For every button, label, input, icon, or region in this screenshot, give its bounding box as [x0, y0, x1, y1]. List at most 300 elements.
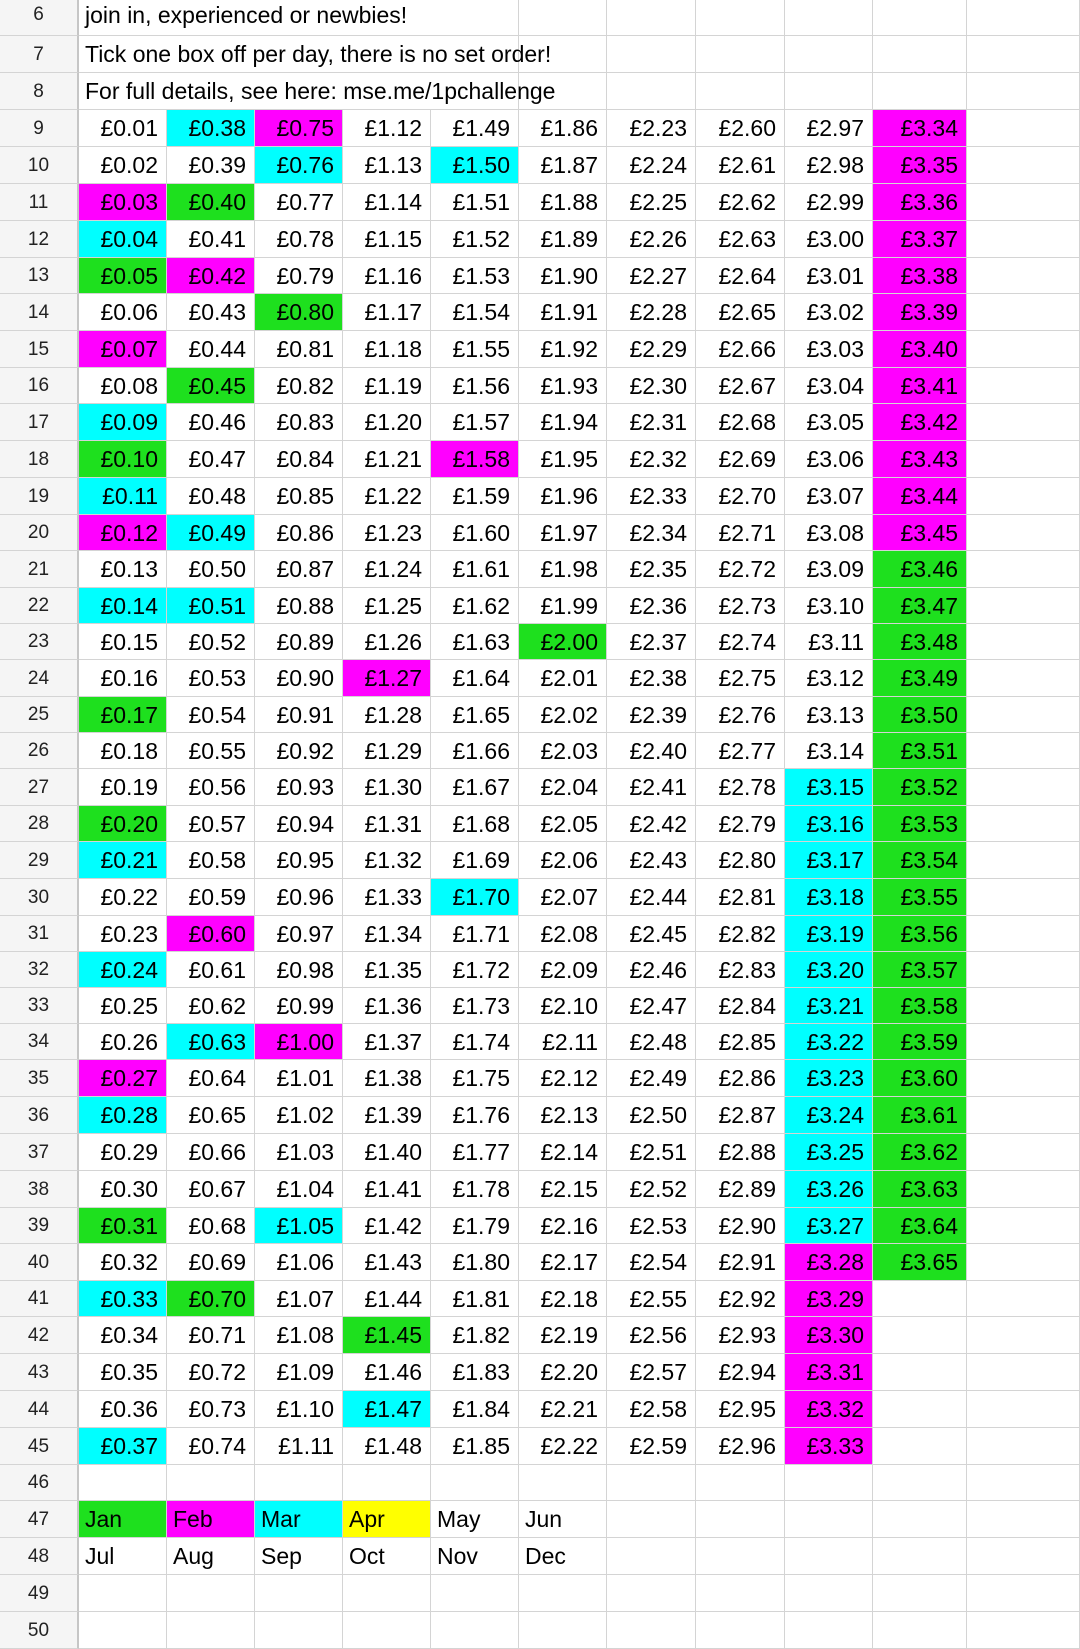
amount-cell[interactable]: £1.77	[431, 1134, 519, 1171]
amount-cell[interactable]: £2.78	[696, 769, 785, 806]
amount-cell[interactable]: £0.20	[79, 806, 167, 842]
grid-cell[interactable]	[167, 1612, 255, 1649]
amount-cell[interactable]: £3.24	[785, 1097, 873, 1134]
amount-cell[interactable]: £0.55	[167, 733, 255, 769]
amount-cell[interactable]: £1.90	[519, 258, 607, 294]
amount-cell[interactable]: £2.70	[696, 478, 785, 515]
amount-cell[interactable]: £2.79	[696, 806, 785, 842]
amount-cell[interactable]: £1.62	[431, 588, 519, 624]
amount-cell[interactable]: £1.93	[519, 368, 607, 404]
amount-cell[interactable]: £2.51	[607, 1134, 696, 1171]
amount-cell[interactable]: £2.73	[696, 588, 785, 624]
amount-cell[interactable]: £3.02	[785, 294, 873, 331]
row-header[interactable]: 27	[0, 769, 79, 806]
amount-cell[interactable]: £0.41	[167, 221, 255, 258]
row-header[interactable]: 41	[0, 1281, 79, 1317]
amount-cell[interactable]: £3.13	[785, 697, 873, 733]
amount-cell[interactable]: £1.17	[343, 294, 431, 331]
grid-cell[interactable]	[967, 588, 1080, 624]
grid-cell[interactable]	[873, 1612, 967, 1649]
amount-cell[interactable]: £2.37	[607, 624, 696, 660]
amount-cell[interactable]: £1.72	[431, 952, 519, 988]
grid-cell[interactable]	[967, 36, 1080, 73]
row-header[interactable]: 19	[0, 478, 79, 515]
amount-cell[interactable]: £2.62	[696, 184, 785, 221]
amount-cell[interactable]: £2.65	[696, 294, 785, 331]
amount-cell[interactable]: £1.63	[431, 624, 519, 660]
amount-cell[interactable]: £1.41	[343, 1171, 431, 1208]
amount-cell[interactable]: £1.18	[343, 331, 431, 368]
amount-cell[interactable]: £3.36	[873, 184, 967, 221]
amount-cell[interactable]: £1.64	[431, 660, 519, 697]
amount-cell[interactable]: £0.62	[167, 988, 255, 1024]
amount-cell[interactable]: £1.82	[431, 1317, 519, 1354]
amount-cell[interactable]: £2.27	[607, 258, 696, 294]
amount-cell[interactable]: £2.03	[519, 733, 607, 769]
grid-cell[interactable]	[873, 1465, 967, 1501]
amount-cell[interactable]: £0.61	[167, 952, 255, 988]
amount-cell[interactable]: £1.15	[343, 221, 431, 258]
amount-cell[interactable]: £3.57	[873, 952, 967, 988]
grid-cell[interactable]	[519, 1465, 607, 1501]
amount-cell[interactable]: £2.18	[519, 1281, 607, 1317]
amount-cell[interactable]: £0.96	[255, 879, 343, 916]
row-header[interactable]: 18	[0, 441, 79, 478]
amount-cell[interactable]: £2.30	[607, 368, 696, 404]
grid-cell[interactable]	[79, 1575, 167, 1612]
amount-cell[interactable]: £2.28	[607, 294, 696, 331]
amount-cell[interactable]: £0.79	[255, 258, 343, 294]
grid-cell[interactable]	[873, 1575, 967, 1612]
legend-month-cell[interactable]: Dec	[519, 1538, 607, 1575]
amount-cell[interactable]: £1.97	[519, 515, 607, 551]
amount-cell[interactable]: £1.19	[343, 368, 431, 404]
amount-cell[interactable]: £0.03	[79, 184, 167, 221]
amount-cell[interactable]: £2.55	[607, 1281, 696, 1317]
amount-cell[interactable]: £0.37	[79, 1428, 167, 1465]
grid-cell[interactable]	[967, 988, 1080, 1024]
amount-cell[interactable]: £1.53	[431, 258, 519, 294]
amount-cell[interactable]: £3.37	[873, 221, 967, 258]
amount-cell[interactable]: £2.12	[519, 1060, 607, 1097]
amount-cell[interactable]: £2.13	[519, 1097, 607, 1134]
grid-cell[interactable]	[343, 1575, 431, 1612]
legend-month-cell[interactable]: Aug	[167, 1538, 255, 1575]
amount-cell[interactable]: £3.58	[873, 988, 967, 1024]
amount-cell[interactable]: £1.70	[431, 879, 519, 916]
amount-cell[interactable]: £1.00	[255, 1024, 343, 1060]
amount-cell[interactable]: £0.21	[79, 842, 167, 879]
amount-cell[interactable]: £1.09	[255, 1354, 343, 1391]
amount-cell[interactable]: £2.61	[696, 147, 785, 184]
amount-cell[interactable]: £1.95	[519, 441, 607, 478]
grid-cell[interactable]	[607, 1612, 696, 1649]
amount-cell[interactable]: £3.53	[873, 806, 967, 842]
amount-cell[interactable]: £0.18	[79, 733, 167, 769]
row-header[interactable]: 38	[0, 1171, 79, 1208]
amount-cell[interactable]: £0.87	[255, 551, 343, 588]
amount-cell[interactable]: £1.68	[431, 806, 519, 842]
amount-cell[interactable]: £2.64	[696, 258, 785, 294]
grid-cell[interactable]	[343, 1465, 431, 1501]
row-header[interactable]: 33	[0, 988, 79, 1024]
amount-cell[interactable]: £1.67	[431, 769, 519, 806]
grid-cell[interactable]	[967, 1317, 1080, 1354]
amount-cell[interactable]: £0.33	[79, 1281, 167, 1317]
grid-cell[interactable]	[967, 1354, 1080, 1391]
amount-cell[interactable]: £1.85	[431, 1428, 519, 1465]
amount-cell[interactable]: £1.21	[343, 441, 431, 478]
amount-cell[interactable]: £0.97	[255, 916, 343, 952]
amount-cell[interactable]: £0.46	[167, 404, 255, 441]
legend-month-cell[interactable]: Jul	[79, 1538, 167, 1575]
row-header[interactable]: 10	[0, 147, 79, 184]
amount-cell[interactable]: £2.76	[696, 697, 785, 733]
amount-cell[interactable]: £3.32	[785, 1391, 873, 1428]
amount-cell[interactable]: £3.23	[785, 1060, 873, 1097]
row-header[interactable]: 6	[0, 0, 79, 36]
amount-cell[interactable]: £1.33	[343, 879, 431, 916]
amount-cell[interactable]: £2.67	[696, 368, 785, 404]
amount-cell[interactable]: £1.38	[343, 1060, 431, 1097]
amount-cell[interactable]: £1.27	[343, 660, 431, 697]
legend-month-cell[interactable]: Jan	[79, 1501, 167, 1538]
grid-cell[interactable]	[79, 1612, 167, 1649]
grid-cell[interactable]	[873, 36, 967, 73]
amount-cell[interactable]: £2.96	[696, 1428, 785, 1465]
grid-cell[interactable]	[967, 258, 1080, 294]
amount-cell[interactable]: £2.23	[607, 110, 696, 147]
amount-cell[interactable]: £3.31	[785, 1354, 873, 1391]
amount-cell[interactable]: £1.54	[431, 294, 519, 331]
amount-cell[interactable]: £3.18	[785, 879, 873, 916]
amount-cell[interactable]: £0.99	[255, 988, 343, 1024]
amount-cell[interactable]: £2.05	[519, 806, 607, 842]
amount-cell[interactable]: £2.11	[519, 1024, 607, 1060]
amount-cell[interactable]: £3.55	[873, 879, 967, 916]
amount-cell[interactable]: £1.49	[431, 110, 519, 147]
grid-cell[interactable]	[431, 1612, 519, 1649]
row-header[interactable]: 7	[0, 36, 79, 73]
amount-cell[interactable]: £3.19	[785, 916, 873, 952]
amount-cell[interactable]: £1.25	[343, 588, 431, 624]
amount-cell[interactable]: £1.24	[343, 551, 431, 588]
grid-cell[interactable]	[967, 952, 1080, 988]
amount-cell[interactable]: £1.59	[431, 478, 519, 515]
amount-cell[interactable]: £1.03	[255, 1134, 343, 1171]
amount-cell[interactable]: £0.83	[255, 404, 343, 441]
amount-cell[interactable]: £2.07	[519, 879, 607, 916]
amount-cell[interactable]: £0.72	[167, 1354, 255, 1391]
amount-cell[interactable]: £0.22	[79, 879, 167, 916]
row-header[interactable]: 12	[0, 221, 79, 258]
amount-cell[interactable]: £0.69	[167, 1244, 255, 1281]
row-header[interactable]: 47	[0, 1501, 79, 1538]
amount-cell[interactable]: £2.68	[696, 404, 785, 441]
grid-cell[interactable]	[967, 733, 1080, 769]
grid-cell[interactable]	[967, 1208, 1080, 1244]
amount-cell[interactable]: £2.47	[607, 988, 696, 1024]
amount-cell[interactable]: £1.98	[519, 551, 607, 588]
grid-cell[interactable]	[967, 879, 1080, 916]
amount-cell[interactable]: £0.01	[79, 110, 167, 147]
grid-cell[interactable]	[785, 1575, 873, 1612]
grid-cell[interactable]	[607, 1575, 696, 1612]
amount-cell[interactable]: £1.89	[519, 221, 607, 258]
legend-month-cell[interactable]: Nov	[431, 1538, 519, 1575]
amount-cell[interactable]: £3.51	[873, 733, 967, 769]
grid-cell[interactable]	[967, 551, 1080, 588]
amount-cell[interactable]: £2.99	[785, 184, 873, 221]
amount-cell[interactable]: £1.46	[343, 1354, 431, 1391]
amount-cell[interactable]: £0.36	[79, 1391, 167, 1428]
grid-cell[interactable]	[967, 515, 1080, 551]
row-header[interactable]: 25	[0, 697, 79, 733]
amount-cell[interactable]: £2.58	[607, 1391, 696, 1428]
amount-cell[interactable]: £1.81	[431, 1281, 519, 1317]
amount-cell[interactable]: £0.14	[79, 588, 167, 624]
amount-cell[interactable]: £2.60	[696, 110, 785, 147]
grid-cell[interactable]	[967, 294, 1080, 331]
amount-cell[interactable]: £0.17	[79, 697, 167, 733]
amount-cell[interactable]: £1.08	[255, 1317, 343, 1354]
grid-cell[interactable]	[967, 0, 1080, 36]
amount-cell[interactable]: £3.05	[785, 404, 873, 441]
note-cell[interactable]: join in, experienced or newbies!	[79, 0, 431, 36]
amount-cell[interactable]: £1.66	[431, 733, 519, 769]
amount-cell[interactable]	[873, 1391, 967, 1428]
row-header[interactable]: 28	[0, 806, 79, 842]
amount-cell[interactable]: £0.65	[167, 1097, 255, 1134]
amount-cell[interactable]: £0.66	[167, 1134, 255, 1171]
amount-cell[interactable]: £2.09	[519, 952, 607, 988]
amount-cell[interactable]: £0.47	[167, 441, 255, 478]
grid-cell[interactable]	[696, 36, 785, 73]
amount-cell[interactable]: £1.42	[343, 1208, 431, 1244]
amount-cell[interactable]: £1.73	[431, 988, 519, 1024]
row-header[interactable]: 40	[0, 1244, 79, 1281]
grid-cell[interactable]	[873, 0, 967, 36]
amount-cell[interactable]: £1.16	[343, 258, 431, 294]
legend-month-cell[interactable]: Feb	[167, 1501, 255, 1538]
amount-cell[interactable]: £0.44	[167, 331, 255, 368]
amount-cell[interactable]: £2.04	[519, 769, 607, 806]
amount-cell[interactable]: £0.09	[79, 404, 167, 441]
amount-cell[interactable]: £3.38	[873, 258, 967, 294]
grid-cell[interactable]	[785, 73, 873, 110]
amount-cell[interactable]: £2.06	[519, 842, 607, 879]
amount-cell[interactable]: £0.07	[79, 331, 167, 368]
amount-cell[interactable]: £1.84	[431, 1391, 519, 1428]
amount-cell[interactable]: £0.49	[167, 515, 255, 551]
amount-cell[interactable]: £1.52	[431, 221, 519, 258]
amount-cell[interactable]: £0.50	[167, 551, 255, 588]
amount-cell[interactable]: £0.23	[79, 916, 167, 952]
row-header[interactable]: 30	[0, 879, 79, 916]
row-header[interactable]: 37	[0, 1134, 79, 1171]
grid-cell[interactable]	[967, 1501, 1080, 1538]
amount-cell[interactable]: £2.14	[519, 1134, 607, 1171]
amount-cell[interactable]: £0.75	[255, 110, 343, 147]
row-header[interactable]: 43	[0, 1354, 79, 1391]
amount-cell[interactable]: £1.13	[343, 147, 431, 184]
amount-cell[interactable]: £2.46	[607, 952, 696, 988]
row-header[interactable]: 21	[0, 551, 79, 588]
row-header[interactable]: 23	[0, 624, 79, 660]
amount-cell[interactable]: £1.28	[343, 697, 431, 733]
amount-cell[interactable]: £3.43	[873, 441, 967, 478]
amount-cell[interactable]: £0.26	[79, 1024, 167, 1060]
amount-cell[interactable]: £2.00	[519, 624, 607, 660]
amount-cell[interactable]: £2.66	[696, 331, 785, 368]
grid-cell[interactable]	[519, 0, 607, 36]
amount-cell[interactable]: £3.65	[873, 1244, 967, 1281]
amount-cell[interactable]: £1.02	[255, 1097, 343, 1134]
amount-cell[interactable]: £1.29	[343, 733, 431, 769]
grid-cell[interactable]	[967, 1465, 1080, 1501]
legend-month-cell[interactable]: Jun	[519, 1501, 607, 1538]
amount-cell[interactable]: £1.78	[431, 1171, 519, 1208]
amount-cell[interactable]: £3.28	[785, 1244, 873, 1281]
amount-cell[interactable]: £0.04	[79, 221, 167, 258]
amount-cell[interactable]: £3.61	[873, 1097, 967, 1134]
amount-cell[interactable]: £1.99	[519, 588, 607, 624]
amount-cell[interactable]	[873, 1354, 967, 1391]
amount-cell[interactable]: £3.15	[785, 769, 873, 806]
amount-cell[interactable]: £0.53	[167, 660, 255, 697]
amount-cell[interactable]: £2.48	[607, 1024, 696, 1060]
amount-cell[interactable]: £2.15	[519, 1171, 607, 1208]
grid-cell[interactable]	[343, 1612, 431, 1649]
note-cell[interactable]: For full details, see here: mse.me/1pchallenge	[79, 73, 431, 110]
amount-cell[interactable]: £2.80	[696, 842, 785, 879]
amount-cell[interactable]: £1.31	[343, 806, 431, 842]
amount-cell[interactable]: £2.91	[696, 1244, 785, 1281]
amount-cell[interactable]: £2.16	[519, 1208, 607, 1244]
amount-cell[interactable]: £3.00	[785, 221, 873, 258]
amount-cell[interactable]: £1.96	[519, 478, 607, 515]
amount-cell[interactable]: £1.91	[519, 294, 607, 331]
row-header[interactable]: 31	[0, 916, 79, 952]
amount-cell[interactable]: £2.02	[519, 697, 607, 733]
amount-cell[interactable]: £3.62	[873, 1134, 967, 1171]
amount-cell[interactable]: £1.65	[431, 697, 519, 733]
amount-cell[interactable]: £0.29	[79, 1134, 167, 1171]
grid-cell[interactable]	[255, 1465, 343, 1501]
amount-cell[interactable]: £0.58	[167, 842, 255, 879]
amount-cell[interactable]: £1.57	[431, 404, 519, 441]
amount-cell[interactable]: £2.89	[696, 1171, 785, 1208]
amount-cell[interactable]: £0.84	[255, 441, 343, 478]
amount-cell[interactable]: £1.80	[431, 1244, 519, 1281]
amount-cell[interactable]: £3.47	[873, 588, 967, 624]
amount-cell[interactable]: £1.04	[255, 1171, 343, 1208]
amount-cell[interactable]: £0.51	[167, 588, 255, 624]
grid-cell[interactable]	[696, 1612, 785, 1649]
grid-cell[interactable]	[967, 478, 1080, 515]
amount-cell[interactable]: £0.30	[79, 1171, 167, 1208]
amount-cell[interactable]: £2.44	[607, 879, 696, 916]
grid-cell[interactable]	[785, 1538, 873, 1575]
amount-cell[interactable]: £1.71	[431, 916, 519, 952]
amount-cell[interactable]: £2.75	[696, 660, 785, 697]
amount-cell[interactable]: £0.63	[167, 1024, 255, 1060]
amount-cell[interactable]: £2.24	[607, 147, 696, 184]
amount-cell[interactable]: £1.58	[431, 441, 519, 478]
amount-cell[interactable]: £1.35	[343, 952, 431, 988]
amount-cell[interactable]: £2.31	[607, 404, 696, 441]
amount-cell[interactable]: £0.70	[167, 1281, 255, 1317]
amount-cell[interactable]: £0.34	[79, 1317, 167, 1354]
amount-cell[interactable]: £3.21	[785, 988, 873, 1024]
amount-cell[interactable]: £1.83	[431, 1354, 519, 1391]
amount-cell[interactable]: £3.01	[785, 258, 873, 294]
row-header[interactable]: 13	[0, 258, 79, 294]
legend-month-cell[interactable]: Oct	[343, 1538, 431, 1575]
grid-cell[interactable]	[967, 73, 1080, 110]
amount-cell[interactable]: £3.04	[785, 368, 873, 404]
amount-cell[interactable]: £3.35	[873, 147, 967, 184]
grid-cell[interactable]	[967, 1538, 1080, 1575]
amount-cell[interactable]: £0.11	[79, 478, 167, 515]
grid-cell[interactable]	[255, 1575, 343, 1612]
amount-cell[interactable]: £3.25	[785, 1134, 873, 1171]
amount-cell[interactable]: £2.54	[607, 1244, 696, 1281]
amount-cell[interactable]: £0.24	[79, 952, 167, 988]
row-header[interactable]: 26	[0, 733, 79, 769]
amount-cell[interactable]: £0.54	[167, 697, 255, 733]
amount-cell[interactable]: £1.51	[431, 184, 519, 221]
row-header[interactable]: 24	[0, 660, 79, 697]
amount-cell[interactable]: £2.36	[607, 588, 696, 624]
row-header[interactable]: 49	[0, 1575, 79, 1612]
grid-cell[interactable]	[607, 1538, 696, 1575]
amount-cell[interactable]: £2.74	[696, 624, 785, 660]
amount-cell[interactable]: £3.20	[785, 952, 873, 988]
amount-cell[interactable]: £2.38	[607, 660, 696, 697]
amount-cell[interactable]: £1.30	[343, 769, 431, 806]
amount-cell[interactable]: £2.45	[607, 916, 696, 952]
amount-cell[interactable]: £0.60	[167, 916, 255, 952]
amount-cell[interactable]: £0.94	[255, 806, 343, 842]
grid-cell[interactable]	[785, 1612, 873, 1649]
amount-cell[interactable]: £0.35	[79, 1354, 167, 1391]
amount-cell[interactable]: £3.10	[785, 588, 873, 624]
amount-cell[interactable]: £0.32	[79, 1244, 167, 1281]
grid-cell[interactable]	[967, 660, 1080, 697]
amount-cell[interactable]: £1.88	[519, 184, 607, 221]
amount-cell[interactable]: £1.48	[343, 1428, 431, 1465]
amount-cell[interactable]: £1.07	[255, 1281, 343, 1317]
grid-cell[interactable]	[607, 1501, 696, 1538]
amount-cell[interactable]: £0.48	[167, 478, 255, 515]
amount-cell[interactable]: £0.25	[79, 988, 167, 1024]
amount-cell[interactable]: £0.31	[79, 1208, 167, 1244]
grid-cell[interactable]	[967, 769, 1080, 806]
grid-cell[interactable]	[967, 221, 1080, 258]
amount-cell[interactable]: £0.10	[79, 441, 167, 478]
amount-cell[interactable]: £3.54	[873, 842, 967, 879]
row-header[interactable]: 42	[0, 1317, 79, 1354]
amount-cell[interactable]: £2.88	[696, 1134, 785, 1171]
amount-cell[interactable]: £3.50	[873, 697, 967, 733]
row-header[interactable]: 35	[0, 1060, 79, 1097]
amount-cell[interactable]: £0.27	[79, 1060, 167, 1097]
amount-cell[interactable]: £0.43	[167, 294, 255, 331]
amount-cell[interactable]: £3.45	[873, 515, 967, 551]
amount-cell[interactable]: £2.83	[696, 952, 785, 988]
amount-cell[interactable]: £1.55	[431, 331, 519, 368]
